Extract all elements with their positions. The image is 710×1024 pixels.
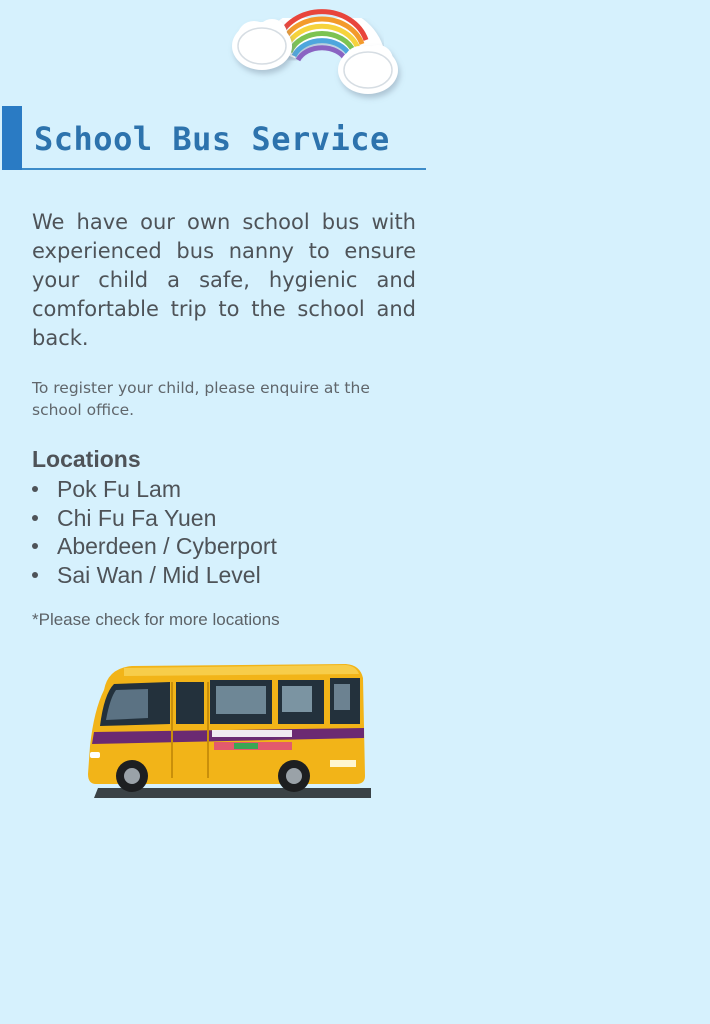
more-locations-note: *Please check for more locations: [32, 610, 280, 629]
bullet-icon: [32, 486, 38, 492]
location-label: Pok Fu Lam: [57, 476, 181, 502]
location-item: [32, 561, 277, 590]
location-item: [32, 532, 277, 561]
rainbow-logo: [226, 6, 406, 106]
section-heading: [2, 106, 426, 172]
locations-list: [32, 475, 277, 589]
locations-heading: Locations: [32, 446, 141, 472]
bullet-icon: [32, 543, 38, 549]
location-label: Aberdeen / Cyberport: [57, 533, 277, 559]
bullet-icon: [32, 515, 38, 521]
school-bus-image: [84, 660, 374, 802]
page-title: School Bus Service: [34, 120, 390, 158]
heading-accent-bar: [2, 106, 22, 170]
location-label: Chi Fu Fa Yuen: [57, 504, 217, 531]
heading-divider: [22, 168, 426, 170]
bullet-icon: [32, 572, 38, 578]
location-item: [32, 475, 277, 504]
register-paragraph: To register your child, please enquire at the school office.: [32, 379, 370, 419]
location-item: [32, 504, 277, 533]
intro-paragraph: We have our own school bus with experienced bus nanny to ensure your child a safe, hygienic and comfortable trip to the school and back.: [32, 210, 416, 350]
location-label: Sai Wan / Mid Level: [57, 561, 261, 588]
